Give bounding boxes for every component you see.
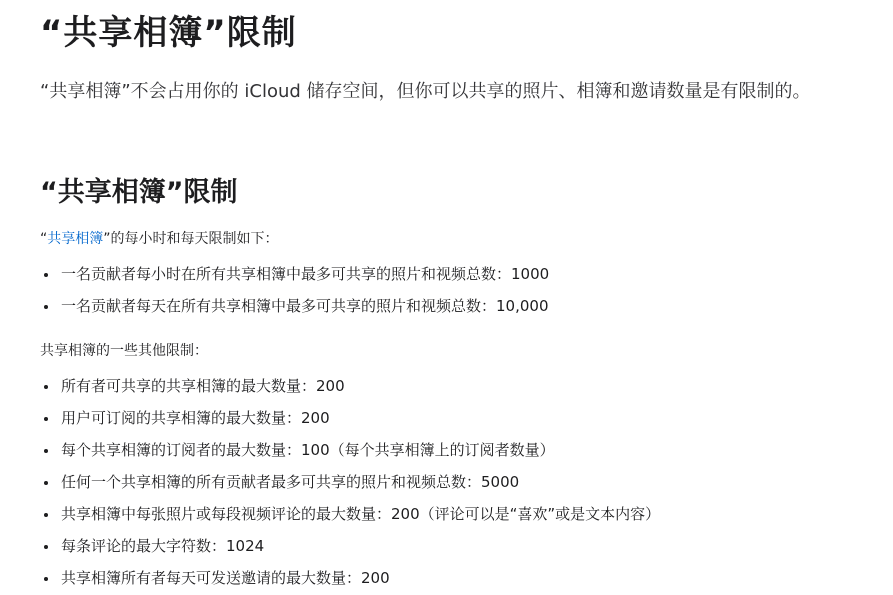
note-suffix: ”的每小时和每天限制如下： (103, 231, 279, 247)
intro-paragraph: “共享相簿”不会占用你的 iCloud 储存空间，但你可以共享的照片、相簿和邀请数量是有限制的。 (40, 81, 811, 102)
list-item: 用户可订阅的共享相簿的最大数量：200 (40, 406, 660, 438)
list-item: 所有者可共享的共享相簿的最大数量：200 (40, 374, 660, 406)
note-prefix: “ (40, 231, 48, 247)
hourly-limits-note (40, 229, 279, 249)
other-limits-list (40, 374, 660, 595)
other-limits-note: 共享相簿的一些其他限制： (40, 343, 208, 359)
section-title: “共享相簿”限制 (40, 177, 238, 208)
list-item: 一名贡献者每天在所有共享相簿中最多可共享的照片和视频总数：10,000 (40, 294, 549, 326)
list-item: 共享相簿所有者每天可发送邀请的最大数量：200 (40, 566, 660, 595)
list-item: 任何一个共享相簿的所有贡献者最多可共享的照片和视频总数：5000 (40, 470, 660, 502)
list-item: 每个共享相簿的订阅者的最大数量：100（每个共享相簿上的订阅者数量） (40, 438, 660, 470)
list-item: 每条评论的最大字符数：1024 (40, 534, 660, 566)
hourly-limits-list (40, 262, 549, 326)
page-title: “共享相簿”限制 (40, 13, 297, 53)
list-item: 一名贡献者每小时在所有共享相簿中最多可共享的照片和视频总数：1000 (40, 262, 549, 294)
shared-albums-link[interactable]: 共享相簿 (47, 231, 104, 247)
list-item: 共享相簿中每张照片或每段视频评论的最大数量：200（评论可以是“喜欢”或是文本内容） (40, 502, 660, 534)
